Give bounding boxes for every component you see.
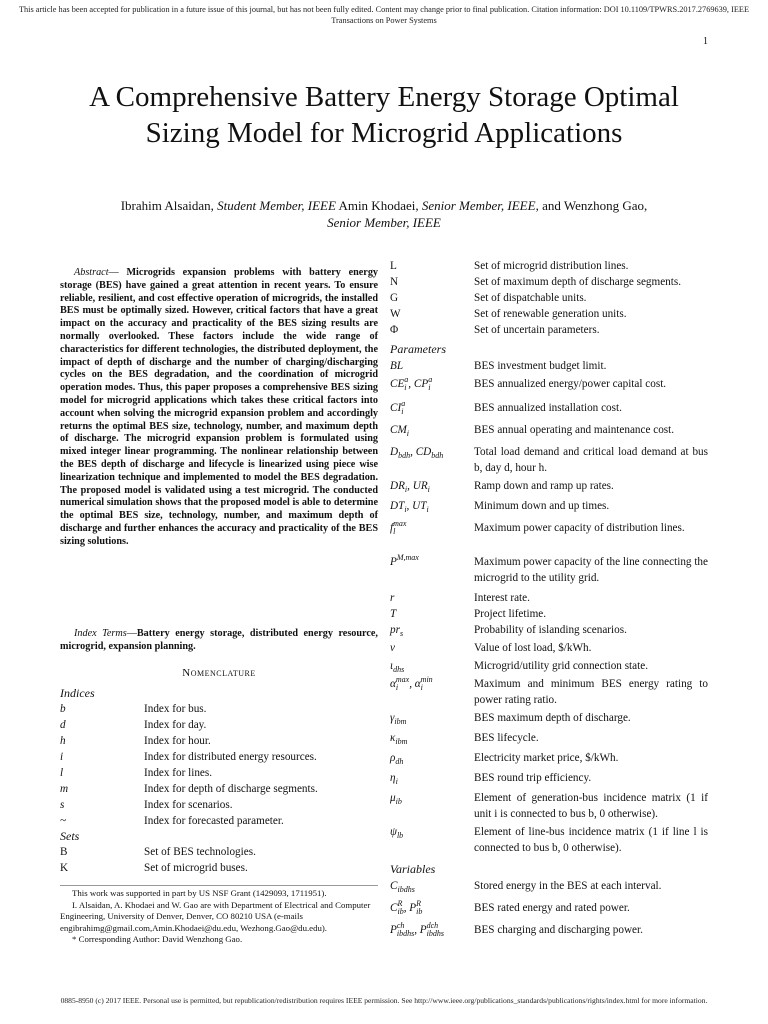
variables-row [390,922,708,944]
parameters-row [390,790,708,824]
parameters-row [390,422,708,444]
sets_right-row [390,290,708,306]
parameters-row [390,358,708,376]
parameters-row [390,554,708,590]
parameters-symbol: μ ib [390,792,402,807]
parameters-symbol: BL [390,360,404,372]
parameters-row [390,520,708,554]
parameters-symbol: CM i [390,424,410,439]
footnote [60,885,378,946]
parameters-definition: BES annual operating and maintenance cost. [474,424,675,436]
sets_right-definition: Set of maximum depth of discharge segments. [474,276,682,288]
variables-definition: Stored energy in the BES at each interval. [474,880,662,892]
parameters-row [390,710,708,730]
abstract [60,267,378,549]
variables-label: Variables [390,862,436,876]
parameters-row [390,730,708,750]
parameters-row [390,658,708,676]
sets_left-row [60,860,378,876]
parameters-definition: Probability of islanding scenarios. [474,624,627,636]
sets_right-definition: Set of dispatchable units. [474,292,587,304]
parameters-symbol: DT i , UT i [390,500,429,515]
author-list [60,197,708,231]
indices-symbol: d [60,719,66,731]
parameters-definition: BES annualized installation cost. [474,402,622,414]
parameters-row [390,824,708,858]
index-terms-text: Battery energy storage, distributed energy resource, microgrid, expansion planning. [60,628,378,652]
abstract-text: Microgrids expansion problems with battery energy storage (BES) have gained a great attention in recent years. To ensure reliable, resilient, and cost effective operation of microgrids, the installed BES must be optimally sized. However, critical factors that have a great impact on the accuracy and practicality of the BES sizing results are normally overlooked. These factors include the wide range of characteristics for different technologies, the distributed deployment, the impact of depth of discharge and the number of charging/discharging cycles on the BES degradation, and the coordination of microgrid operation modes. Thus, this paper proposes a comprehensive BES sizing model for microgrid applications which takes these critical factors into account when solving the microgrid expansion problem and accordingly returns the optimal BES size, technology, number, and maximum depth of discharge. The microgrid expansion problem is formulated using mixed integer linear programming. The nonlinear relationship between the BES depth of discharge and lifecycle is linearized using piece wise linearization technique and implemented to model the BES degradation. The proposed model is validated using a test microgrid. The conducted numerical simulation shows that the proposed model is able to determine the optimal BES size, technology, number, and maximum depth of discharge and further enhances the accuracy and practicality of the BES sizing solutions. [60,267,379,547]
indices-row [60,765,378,781]
page-number: 1 [703,36,708,47]
indices-row [60,749,378,765]
indices-definition: Index for scenarios. [144,799,233,811]
sets_right-symbol: G [390,292,399,304]
parameters-row [390,640,708,658]
parameters-definition: Maximum power capacity of distribution lines. [474,522,685,534]
variables-symbol: C ibdhs [390,880,415,895]
nomenclature-right [390,258,708,958]
indices-row [60,781,378,797]
abstract-label: Abstract [74,267,109,278]
sets_right-row [390,258,708,274]
sets_left-definition: Set of microgrid buses. [144,862,248,874]
parameters-row [390,400,708,422]
parameters-symbol: P M,max [390,553,419,568]
indices-row [60,701,378,717]
sets-label: Sets [60,829,80,843]
indices-definition: Index for day. [144,719,207,731]
indices-definition: Index for bus. [144,703,207,715]
indices-definition: Index for lines. [144,767,213,779]
nomenclature-left [60,686,378,876]
sets_right-row [390,274,708,290]
parameters-row [390,478,708,498]
variables-definition: BES rated energy and rated power. [474,902,630,914]
author-gao: , and Wenzhong Gao, [535,198,648,213]
parameters-row [390,770,708,790]
parameters-symbol: κ ibm [390,732,408,747]
paper-title: A Comprehensive Battery Energy Storage Optimal Sizing Model for Microgrid Applications [89,81,679,149]
parameters-symbol: D bdh , CD bdh [390,446,444,461]
parameters-row [390,606,708,622]
parameters-definition: Element of generation-bus incidence matrix (1 if unit i is connected to bus b, 0 otherwise). [474,792,708,820]
sets_right-definition: Set of renewable generation units. [474,308,627,320]
index-terms-dash: — [126,628,137,639]
parameters-definition: BES round trip efficiency. [474,772,592,784]
parameters-symbol: α max i , α min i [390,675,433,693]
index-terms-label: Index Terms [74,628,127,639]
indices-definition: Index for depth of discharge segments. [144,783,318,795]
nomenclature-heading: Nomenclature [182,667,256,679]
variables-symbol: P ch ibdhs , P dch ibdhs [390,921,444,939]
footnote-affiliation: I. Alsaidan, A. Khodaei and W. Gao are with Department of Electrical and Computer Engineering, University of Denver, Denver, CO 80210 USA (e-mails engibrahimg@gmail.com,Amin.Khodaei@du.edu, Wezhong.Gao@du.edu). [60,899,371,933]
indices-definition: Index for hour. [144,735,211,747]
author-role: Senior Member, IEEE [327,215,441,230]
journal-notice: This article has been accepted for publication in a future issue of this journal, but has not been fully edited. Content may change prior to final publication. Citation information: DOI 10.1109/TPWRS.2017.2769639, IEEE Transactions on Power Systems [18,5,750,25]
abstract-dash: — [108,267,127,278]
parameters-symbol: γ ibm [390,712,407,727]
parameters-row [390,622,708,640]
parameters-symbol: CE a i , CP a i [390,375,433,393]
indices-symbol: ~ [60,815,67,827]
variables-row [390,900,708,922]
parameters-definition: Maximum power capacity of the line connecting the microgrid to the utility grid. [474,556,708,584]
parameters-definition: Ramp down and ramp up rates. [474,480,614,492]
variables-row [390,878,708,900]
indices-symbol: m [60,783,69,795]
indices-definition: Index for distributed energy resources. [144,751,317,763]
sets_right-symbol: N [390,276,399,288]
indices-row [60,797,378,813]
parameters-definition: Microgrid/utility grid connection state. [474,660,648,672]
parameters-symbol: v [390,642,395,654]
parameters-definition: BES maximum depth of discharge. [474,712,631,724]
indices-symbol: h [60,735,66,747]
indices-symbol: l [60,767,64,779]
parameters-row [390,444,708,478]
parameters-symbol: r [390,592,395,604]
parameters-definition: Project lifetime. [474,608,547,620]
indices-symbol: b [60,703,66,715]
parameters-symbol: ψ lb [390,826,404,841]
sets_right-row [390,322,708,338]
indices-row [60,733,378,749]
parameters-symbol: ι dhs [390,660,405,675]
parameters-definition: BES investment budget limit. [474,360,607,372]
indices-row [60,813,378,829]
parameters-symbol: T [390,608,397,620]
parameters-label: Parameters [390,342,446,356]
sets_left-symbol: B [60,846,68,858]
parameters-symbol: η i [390,772,398,787]
author-role: Student Member, IEEE [217,198,336,213]
indices-symbol: i [60,751,64,763]
parameters-definition: Total load demand and critical load demand at bus b, day d, hour h. [474,446,708,474]
sets_left-symbol: K [60,862,69,874]
indices-symbol: s [60,799,65,811]
parameters-definition: Minimum down and up times. [474,500,610,512]
parameters-symbol: f max l [390,519,407,537]
parameters-row [390,376,708,400]
parameters-row [390,676,708,710]
parameters-row [390,498,708,520]
sets_right-symbol: Φ [390,324,399,336]
sets_left-row [60,844,378,860]
indices-row [60,717,378,733]
parameters-definition: Electricity market price, $/kWh. [474,752,619,764]
variables-definition: BES charging and discharging power. [474,924,643,936]
parameters-symbol: pr s [390,624,404,639]
parameters-row [390,750,708,770]
parameters-definition: Value of lost load, $/kWh. [474,642,592,654]
sets_right-row [390,306,708,322]
author-khodaei: Amin Khodaei, [335,198,422,213]
footnote-grant: This work was supported in part by US NSF Grant (1429093, 1711951). [72,888,327,898]
parameters-symbol: DR i , UR i [390,480,430,495]
index-terms [60,628,378,654]
sets_right-symbol: W [390,308,401,320]
author-alsaidan: Ibrahim Alsaidan, [120,198,218,213]
parameters-definition: Maximum and minimum BES energy rating to power rating ratio. [474,678,708,706]
sets_right-definition: Set of microgrid distribution lines. [474,260,629,272]
footnote-corresponding: * Corresponding Author: David Wenzhong Gao. [72,934,243,944]
parameters-definition: Element of line-bus incidence matrix (1 if line l is connected to bus b, 0 otherwise). [474,826,708,854]
author-role: Senior Member, IEEE [421,198,536,213]
sets_left-definition: Set of BES technologies. [144,846,256,858]
indices-label: Indices [60,686,95,700]
parameters-symbol: ρ dh [390,752,404,767]
parameters-definition: Interest rate. [474,592,530,604]
sets_right-definition: Set of uncertain parameters. [474,324,600,336]
parameters-symbol: CI a i [390,399,406,417]
indices-definition: Index for forecasted parameter. [144,815,284,827]
parameters-definition: BES lifecycle. [474,732,539,744]
sets_right-symbol: L [390,260,397,272]
copyright-notice: 0885-8950 (c) 2017 IEEE. Personal use is permitted, but republication/redistribution requires IEEE permission. See http://www.ieee.org/publications_standards/publications/rights/index.html for more information. [60,996,708,1005]
parameters-row [390,590,708,606]
variables-symbol: C R ib , P R ib [390,899,423,917]
parameters-definition: BES annualized energy/power capital cost. [474,378,667,390]
